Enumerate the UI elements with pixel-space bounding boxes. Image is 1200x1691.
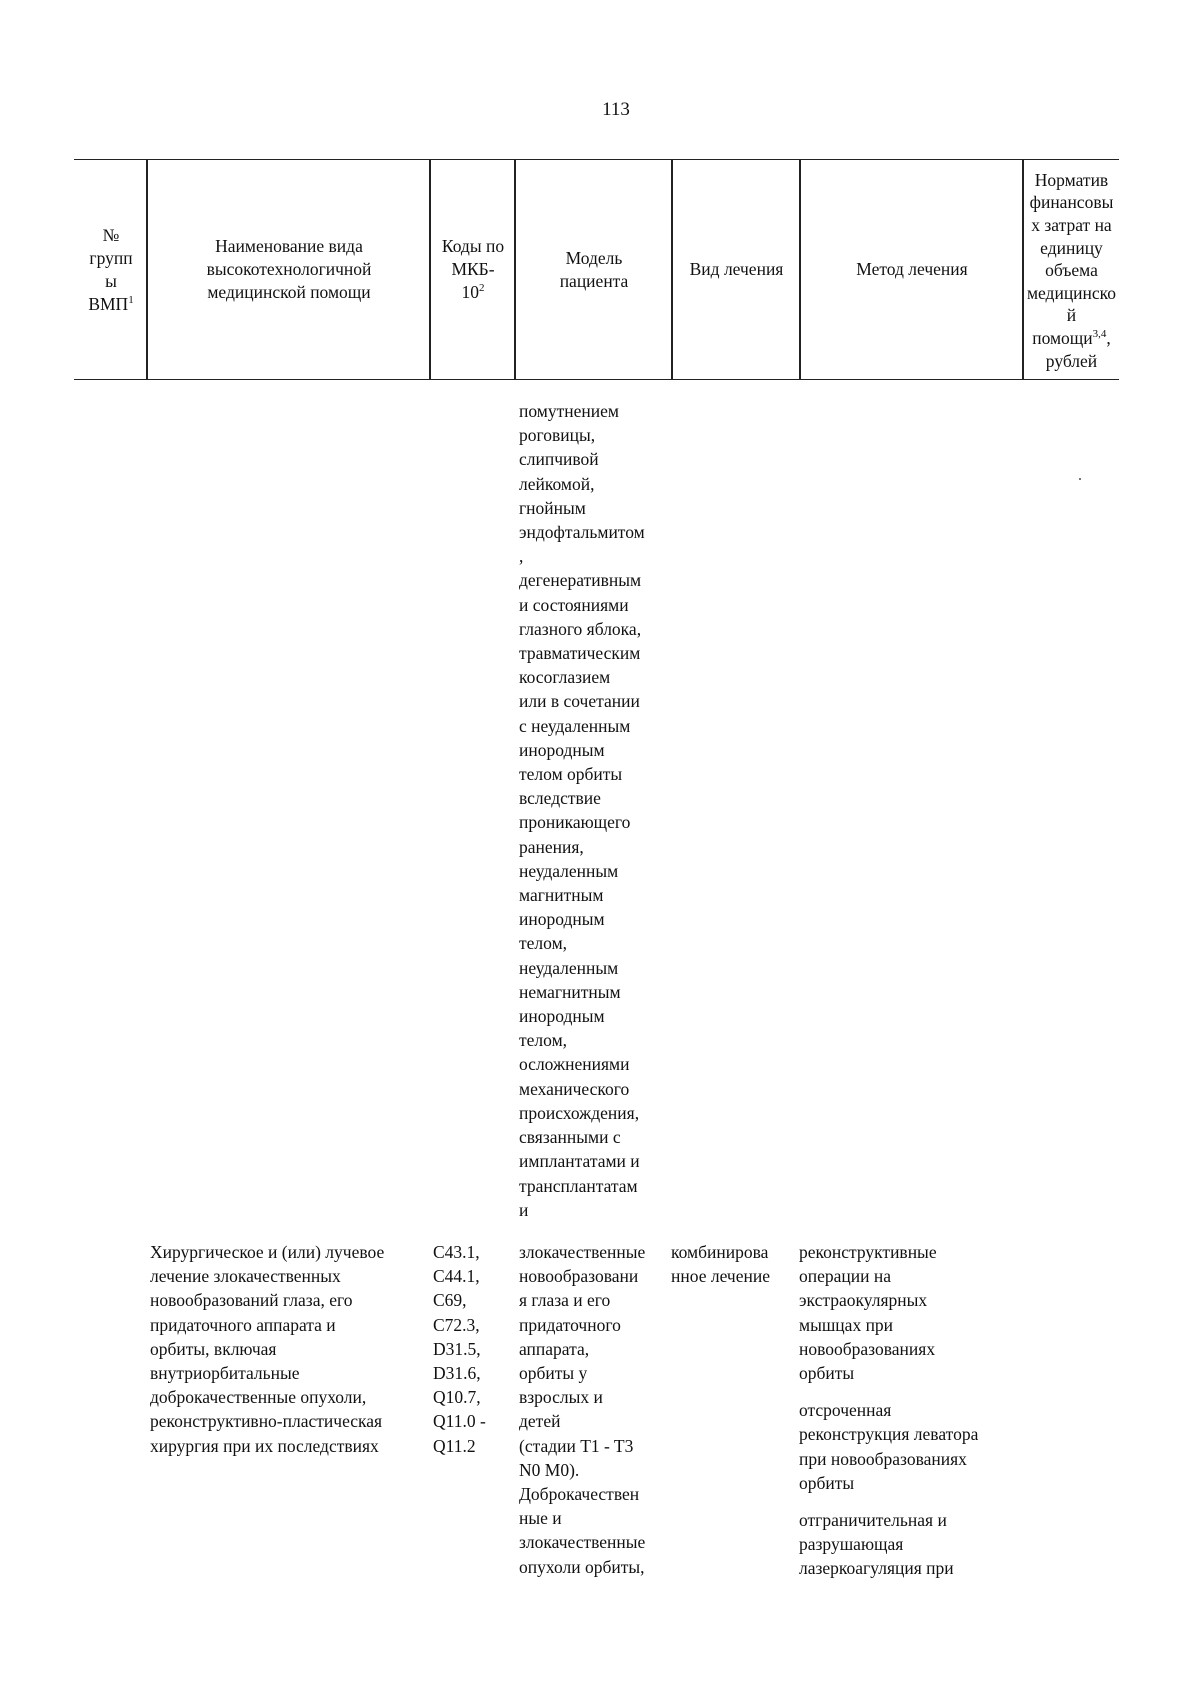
text-line: неудаленным: [519, 860, 619, 881]
text-line: придаточного: [519, 1314, 621, 1335]
header-icd-codes-line: МКБ-: [451, 259, 495, 279]
text-line: гнойным: [519, 497, 586, 518]
treatment-method-item: [799, 1398, 978, 1495]
text-line: доброкачественные опухоли,: [150, 1387, 367, 1408]
text-line: C72.3,: [433, 1314, 480, 1335]
footnote-marker: 3,4: [1092, 328, 1107, 341]
header-care-type-name-line: Наименование вида: [215, 236, 363, 256]
continuation-patient-model: [519, 399, 645, 1222]
text-line: детей: [519, 1411, 561, 1432]
text-line: орбиты: [799, 1472, 855, 1493]
row-icd-codes: [433, 1240, 486, 1458]
header-group-number: [74, 160, 148, 379]
text-line: комбинирова: [671, 1242, 769, 1262]
footnote-marker: 2: [478, 282, 485, 295]
text-line: новообразовани: [519, 1266, 639, 1287]
header-cost-standard-line: Норматив: [1034, 169, 1109, 190]
text-line: орбиты у: [519, 1363, 588, 1384]
header-cost-standard-line: помощи: [1032, 327, 1093, 348]
text-line: лазеркоагуляция при: [799, 1558, 954, 1579]
text-line: разрушающая: [799, 1534, 904, 1555]
text-line: происхождения,: [519, 1102, 640, 1123]
text-line: трансплантатам: [519, 1175, 638, 1196]
header-cost-standard: [1024, 160, 1119, 379]
header-treatment-type: [673, 160, 800, 379]
treatment-method-item: [799, 1240, 978, 1385]
text-line: проникающего: [519, 812, 631, 833]
header-treatment-method-label: Метод лечения: [856, 259, 968, 279]
text-line: травматическим: [519, 643, 641, 664]
header-patient-model-line: пациента: [559, 270, 629, 291]
header-group-number-line: ВМП: [88, 293, 129, 314]
text-line: D31.5,: [433, 1338, 481, 1359]
text-line: лейкомой,: [519, 473, 595, 494]
header-cost-standard-line: медицинско: [1026, 282, 1117, 303]
text-line: операции на: [799, 1266, 892, 1287]
text-line: магнитным: [519, 885, 604, 906]
text-line: C44.1,: [433, 1266, 480, 1287]
text-line: Хирургическое и (или) лучевое: [150, 1242, 385, 1262]
header-group-number-line: №: [102, 224, 120, 245]
text-line: отсроченная: [799, 1400, 892, 1421]
text-line: телом,: [519, 933, 568, 954]
text-line: C69,: [433, 1290, 467, 1311]
text-line: инородным: [519, 909, 605, 930]
text-line: реконструктивные: [799, 1242, 937, 1262]
text-line: телом орбиты: [519, 764, 623, 785]
text-line: с неудаленным: [519, 715, 631, 736]
text-line: ранения,: [519, 836, 584, 857]
text-line: злокачественные: [519, 1242, 646, 1262]
header-icd-codes-line: 10: [461, 282, 479, 302]
header-patient-model-line: Модель: [565, 247, 623, 268]
header-cost-standard-line: й: [1066, 305, 1077, 326]
header-cost-standard-line: х затрат на: [1031, 215, 1112, 236]
treatment-method-item: [799, 1508, 978, 1581]
text-line: орбиты, включая: [150, 1338, 277, 1359]
header-cost-standard-line: объема: [1045, 260, 1098, 281]
text-line: аппарата,: [519, 1338, 590, 1359]
text-line: придаточного аппарата и: [150, 1314, 336, 1335]
text-line: злокачественные: [519, 1532, 646, 1553]
header-patient-model: [516, 160, 672, 379]
row-treatment-methods: [799, 1240, 978, 1581]
text-line: ные и: [519, 1508, 562, 1529]
header-group-number-line: групп: [89, 247, 133, 268]
text-line: помутнением: [519, 401, 619, 421]
row-care-type-name: [150, 1240, 384, 1458]
text-line: Q11.2: [433, 1435, 476, 1456]
header-care-type-name-line: высокотехнологичной: [206, 259, 372, 279]
footnote-marker: 1: [128, 293, 134, 306]
text-line: Доброкачествен: [519, 1484, 640, 1505]
text-line: и состояниями: [519, 594, 629, 615]
text-line: D31.6,: [433, 1363, 481, 1384]
text-line: экстраокулярных: [799, 1290, 928, 1311]
text-line: опухоли орбиты,: [519, 1556, 645, 1577]
text-line: и: [519, 1199, 529, 1220]
text-line: лечение злокачественных: [150, 1266, 341, 1287]
text-line: отграничительная и: [799, 1510, 947, 1531]
text-line: мышцах при: [799, 1314, 894, 1335]
text-line: N0 M0).: [519, 1459, 580, 1480]
text-line: новообразований глаза, его: [150, 1290, 353, 1311]
text-line: связанными с: [519, 1127, 621, 1148]
header-treatment-type-label: Вид лечения: [689, 259, 784, 279]
text-line: эндофтальмитом: [519, 522, 645, 543]
text-line: Q10.7,: [433, 1387, 481, 1408]
row-patient-model: [519, 1240, 645, 1579]
text-line: роговицы,: [519, 425, 596, 446]
text-line: осложнениями: [519, 1054, 630, 1075]
text-line: ,: [519, 546, 524, 567]
text-line: дегенеративным: [519, 570, 642, 591]
text-line: неудаленным: [519, 957, 619, 978]
text-line: я глаза и его: [519, 1290, 611, 1311]
text-line: реконструкция леватора: [799, 1424, 979, 1445]
header-cost-standard-line: единицу: [1040, 237, 1103, 258]
header-group-number-line: ы: [105, 270, 117, 291]
header-icd-codes-line: Коды по: [441, 236, 505, 256]
text-line: инородным: [519, 1006, 605, 1027]
text-line: немагнитным: [519, 981, 621, 1002]
text-line: реконструктивно-пластическая: [150, 1411, 383, 1432]
text-line: косоглазием: [519, 667, 611, 688]
text-line: вследствие: [519, 788, 601, 809]
table-header: [74, 159, 1119, 380]
text-line: C43.1,: [433, 1242, 480, 1262]
scan-speck: [1079, 478, 1081, 480]
header-cost-standard-line: рублей: [1045, 350, 1098, 371]
text-line: имплантатами и: [519, 1151, 640, 1172]
text-line: взрослых и: [519, 1387, 603, 1408]
header-icd-codes: [431, 160, 515, 379]
text-line: хирургия при их последствиях: [150, 1435, 379, 1456]
text-line: глазного яблока,: [519, 618, 642, 639]
header-cost-standard-line: ,: [1106, 327, 1111, 348]
page-number: 113: [602, 99, 630, 120]
text-line: или в сочетании: [519, 691, 640, 712]
text-line: Q11.0 -: [433, 1411, 486, 1432]
header-treatment-method: [801, 160, 1023, 379]
text-line: нное лечение: [671, 1266, 770, 1287]
text-line: внутриорбитальные: [150, 1363, 300, 1384]
text-line: механического: [519, 1078, 630, 1099]
row-treatment-type: [671, 1240, 770, 1288]
text-line: (стадии T1 - T3: [519, 1435, 634, 1456]
text-line: орбиты: [799, 1363, 855, 1384]
text-line: телом,: [519, 1030, 568, 1051]
text-line: инородным: [519, 739, 605, 760]
header-care-type-name: [148, 160, 430, 379]
header-cost-standard-line: финансовы: [1029, 192, 1114, 213]
header-care-type-name-line: медицинской помощи: [207, 282, 371, 302]
text-line: при новообразованиях: [799, 1448, 967, 1469]
text-line: слипчивой: [519, 449, 599, 470]
text-line: новообразованиях: [799, 1338, 936, 1359]
